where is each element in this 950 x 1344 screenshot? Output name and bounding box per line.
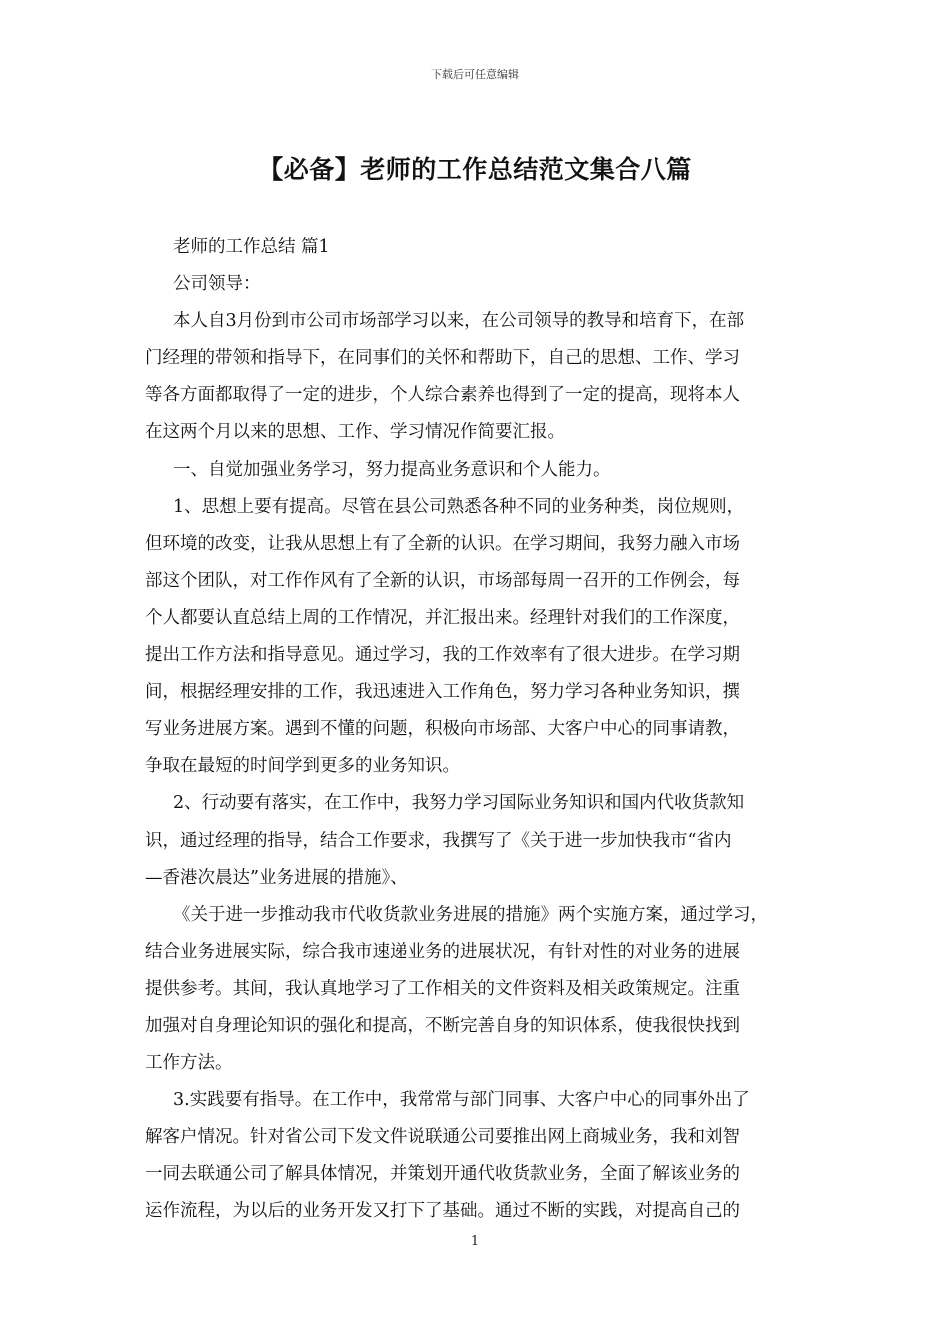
text-line: 1、思想上要有提高。尽管在县公司熟悉各种不同的业务种类，岗位规则， [173, 496, 745, 517]
text-line: 结合业务进展实际，综合我市速递业务的进展状况，有针对性的对业务的进展 [145, 941, 740, 962]
text-line: 提出工作方法和指导意见。通过学习，我的工作效率有了很大进步。在学习期 [145, 645, 740, 666]
text-line: 一、自觉加强业务学习，努力提高业务意识和个人能力。 [173, 459, 611, 480]
text-line: —香港次晨达”业务进展的措施》、 [145, 867, 408, 888]
text-line: 部这个团队，对工作作风有了全新的认识，市场部每周一召开的工作例会，每 [145, 570, 740, 591]
text-line: 解客户情况。针对省公司下发文件说联通公司要推出网上商城业务，我和刘智 [145, 1127, 740, 1148]
text-line: 工作方法。 [145, 1053, 233, 1074]
text-line: 运作流程，为以后的业务开发又打下了基础。通过不断的实践，对提高自己的 [145, 1201, 740, 1222]
document-body [145, 229, 813, 1231]
text-line: 提供参考。其间，我认真地学习了工作相关的文件资料及相关政策规定。注重 [145, 978, 740, 999]
text-line: 一同去联通公司了解具体情况，并策划开通代收货款业务，全面了解该业务的 [145, 1164, 740, 1185]
text-line: 等各方面都取得了一定的进步，个人综合素养也得到了一定的提高，现将本人 [145, 385, 740, 406]
text-line: 加强对自身理论知识的强化和提高，不断完善自身的知识体系，使我很快找到 [145, 1015, 740, 1036]
text-line: 老师的工作总结 篇1 [173, 237, 330, 257]
text-line: 2、行动要有落实，在工作中，我努力学习国际业务知识和国内代收货款知 [173, 793, 745, 814]
text-line: 公司领导： [173, 274, 261, 295]
text-line: 间，根据经理安排的工作，我迅速进入工作角色，努力学习各种业务知识，撰 [145, 682, 740, 703]
document-title: 【必备】老师的工作总结范文集合八篇 [258, 155, 692, 184]
text-line: 门经理的带领和指导下，在同事们的关怀和帮助下，自己的思想、工作、学习 [145, 348, 740, 369]
text-line: 3.实践要有指导。在工作中，我常常与部门同事、大客户中心的同事外出了 [173, 1090, 750, 1111]
text-line: 识，通过经理的指导，结合工作要求，我撰写了《关于进一步加快我市“省内 [145, 830, 732, 851]
text-line: 在这两个月以来的思想、工作、学习情况作简要汇报。 [145, 422, 565, 443]
text-line: 个人都要认直总结上周的工作情况，并汇报出来。经理针对我们的工作深度， [145, 607, 740, 628]
header-note: 下载后可任意编辑 [431, 68, 519, 81]
page-number: 1 [470, 1234, 480, 1249]
text-line: 写业务进展方案。遇到不懂的问题，积极向市场部、大客户中心的同事请教， [145, 719, 740, 740]
text-line: 但环境的改变，让我从思想上有了全新的认识。在学习期间，我努力融入市场 [145, 533, 740, 554]
text-line: 《关于进一步推动我市代收货款业务进展的措施》两个实施方案，通过学习， [173, 904, 768, 925]
text-line: 本人自3月份到市公司市场部学习以来，在公司领导的教导和培育下，在部 [173, 311, 745, 332]
text-line: 争取在最短的时间学到更多的业务知识。 [145, 756, 460, 777]
